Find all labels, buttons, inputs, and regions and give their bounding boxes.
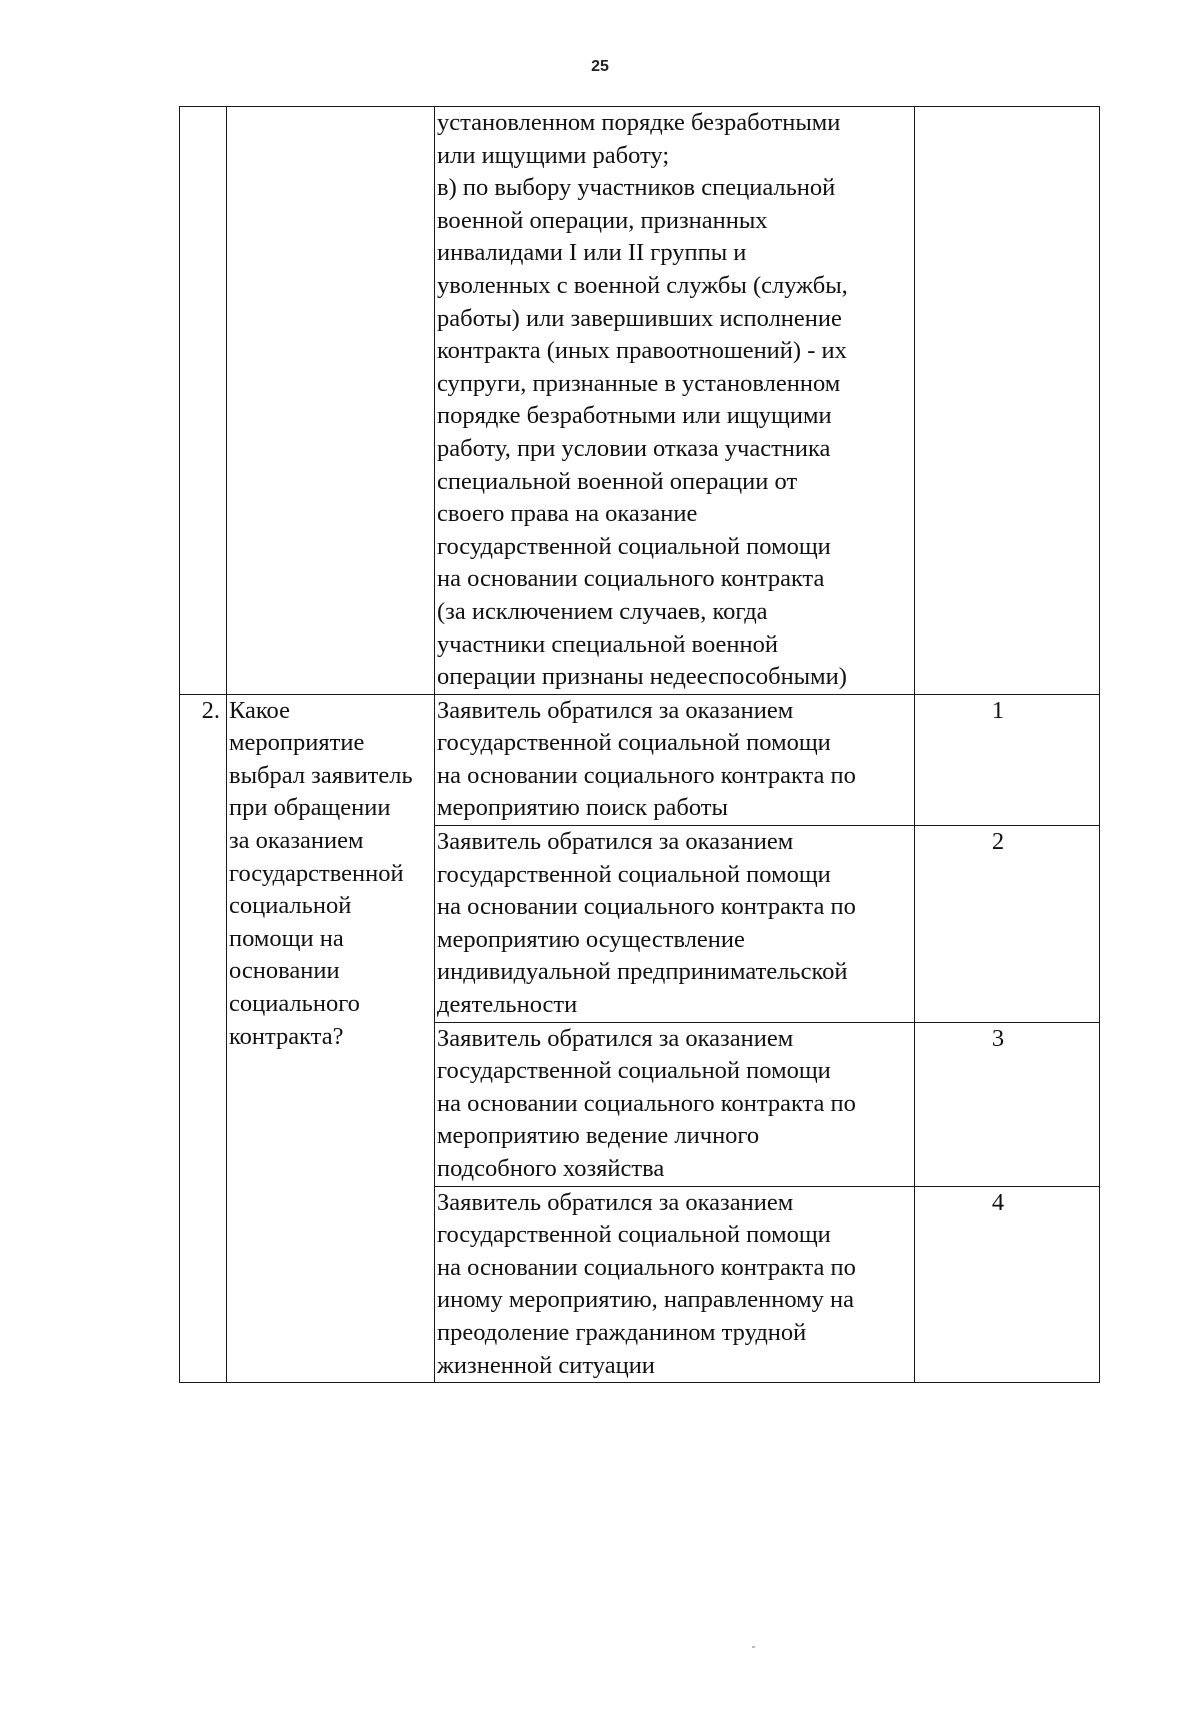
answer-cell-continuation: установленном порядке безработными или ищущими работу; в) по выбору участников специальной военной операции, признанных инвалидами I или II группы и уволенных с военной службы (службы, работы) или завершивших исполнение контракта (иных правоотношений) - их супруги, признанные в установленном порядке безработными или ищущими работу, при условии отказа участника специальной военной операции от своего права на оказание государственной социальной помощи на основании социального контракта (за исключением случаев, когда участники специальной военной операции признаны недееспособными): [435, 107, 915, 695]
table-row-answer-1: [180, 694, 1100, 825]
row-number-cell: [180, 107, 227, 695]
answer-code-1: 1: [915, 694, 1100, 825]
answer-code-3: 3: [915, 1022, 1100, 1186]
questionnaire-table: [179, 106, 1100, 1383]
answer-option-4: Заявитель обратился за оказанием государственной социальной помощи на основании социального контракта по иному мероприятию, направленному на преодоление гражданином трудной жизненной ситуации: [435, 1186, 915, 1383]
question-text: Какое мероприятие выбрал заявитель при обращении за оказанием государственной социальной помощи на основании социального контракта?: [227, 694, 435, 1382]
answer-option-1: Заявитель обратился за оказанием государственной социальной помощи на основании социального контракта по мероприятию поиск работы: [435, 694, 915, 825]
table-row-continuation: [180, 107, 1100, 695]
page-number: 25: [591, 58, 609, 75]
question-cell: [227, 107, 435, 695]
scan-speck: [752, 1646, 755, 1648]
answer-option-2: Заявитель обратился за оказанием государственной социальной помощи на основании социального контракта по мероприятию осуществление индивидуальной предпринимательской деятельности: [435, 826, 915, 1023]
answer-option-3: Заявитель обратился за оказанием государственной социальной помощи на основании социального контракта по мероприятию ведение личного подсобного хозяйства: [435, 1022, 915, 1186]
question-number: 2.: [180, 694, 227, 1382]
answer-code-2: 2: [915, 826, 1100, 1023]
answer-code-4: 4: [915, 1186, 1100, 1383]
answer-code-cell: [915, 107, 1100, 695]
